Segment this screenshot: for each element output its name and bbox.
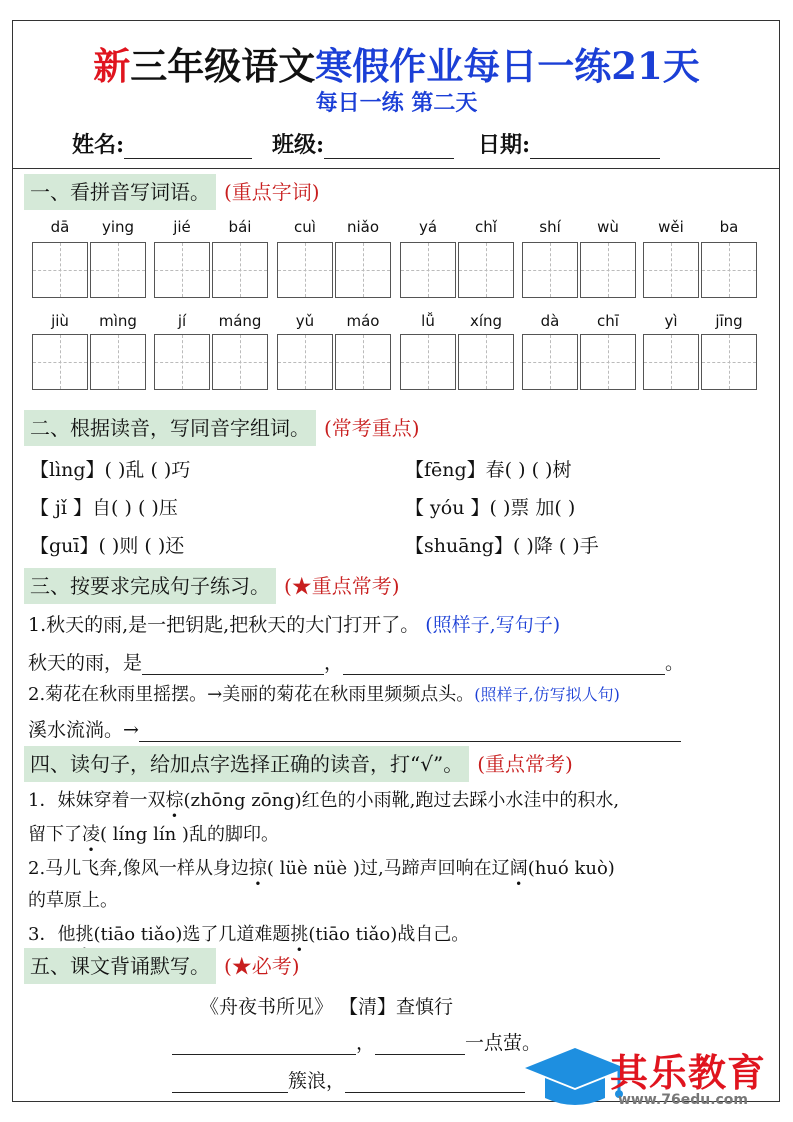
poem-title: 《舟夜书所见》 【清】查慎行 <box>200 996 454 1018</box>
section-3-tag: (★重点常考) <box>284 574 400 598</box>
homophone-line: 【guī】( )则 ( )还 <box>30 535 185 557</box>
section-2-title: 二、根据读音，写同音字组词。 <box>24 410 316 446</box>
s3-q2-hint: (照样子,仿写拟人句) <box>474 685 620 704</box>
writing-cell[interactable] <box>400 334 456 390</box>
writing-cell[interactable] <box>32 242 88 298</box>
writing-cell[interactable] <box>522 242 578 298</box>
pinyin-label: yá <box>418 218 438 236</box>
dotted-char: 阔 <box>509 858 528 879</box>
writing-cell[interactable] <box>458 242 514 298</box>
s4-line-3: 2.马儿飞奔,像风一样从身边掠( lüè nüè )过,马蹄声回响在辽阔(huó kuò) <box>28 858 615 879</box>
header-divider <box>12 168 780 169</box>
pinyin-label: cuì <box>294 218 316 236</box>
logo-url: www.76edu.com <box>618 1092 749 1108</box>
pinyin-label: máng <box>218 312 262 330</box>
writing-cell[interactable] <box>701 242 757 298</box>
dotted-char: 挑 <box>290 924 309 945</box>
page-title <box>0 36 793 90</box>
section-3-heading <box>24 568 400 604</box>
writing-cell[interactable] <box>643 334 699 390</box>
pinyin-label: yǔ <box>295 312 315 330</box>
name-field[interactable] <box>72 128 252 159</box>
writing-cell[interactable] <box>580 242 636 298</box>
date-field[interactable] <box>478 128 660 159</box>
pinyin-label: jīng <box>715 312 743 330</box>
dotted-char: 挑 <box>75 924 94 945</box>
homophone-line: 【shuāng】( )降 ( )手 <box>405 535 599 557</box>
pinyin-label: bái <box>228 218 252 236</box>
pinyin-label: dà <box>540 312 560 330</box>
pinyin-label: mìng <box>99 312 137 330</box>
writing-cell[interactable] <box>154 334 210 390</box>
pinyin-label: ba <box>719 218 739 236</box>
dotted-char: 掠 <box>248 858 267 879</box>
writing-cell[interactable] <box>335 242 391 298</box>
pinyin-label: niǎo <box>346 218 380 236</box>
section-3-title: 三、按要求完成句子练习。 <box>24 568 276 604</box>
page-subtitle: 每日一练 第二天 <box>315 90 478 116</box>
section-5-title: 五、课文背诵默写。 <box>24 948 216 984</box>
title-black: 三年级语文 <box>130 44 316 88</box>
writing-cell[interactable] <box>212 242 268 298</box>
section-4-heading <box>24 746 573 782</box>
class-field[interactable] <box>272 128 454 159</box>
pinyin-label: wù <box>597 218 619 236</box>
writing-cell[interactable] <box>212 334 268 390</box>
logo-text: 其乐教育 <box>610 1051 767 1095</box>
dotted-char: 棕 <box>165 790 184 811</box>
section-1-heading <box>24 174 320 210</box>
s3-question-1: 1.秋天的雨,是一把钥匙,把秋天的大门打开了。 (照样子,写句子) <box>28 614 561 636</box>
writing-cell[interactable] <box>643 242 699 298</box>
homophone-line: 【 jǐ 】自( ) ( )压 <box>30 497 178 519</box>
pinyin-label: shí <box>539 218 561 236</box>
pinyin-label: ying <box>101 218 135 236</box>
pinyin-label: jiù <box>51 312 69 330</box>
pinyin-label: chǐ <box>475 218 497 236</box>
title-red: 新 <box>93 44 131 88</box>
pinyin-label: jié <box>173 218 191 236</box>
writing-cell[interactable] <box>277 242 333 298</box>
section-1-tag: (重点字词) <box>224 180 320 204</box>
pinyin-label: wěi <box>658 218 684 236</box>
writing-cell[interactable] <box>32 334 88 390</box>
s3-q1-hint: (照样子,写句子) <box>425 614 561 636</box>
section-4-tag: (重点常考) <box>477 752 573 776</box>
writing-cell[interactable] <box>154 242 210 298</box>
writing-cell[interactable] <box>335 334 391 390</box>
class-label: 班级: <box>272 132 325 158</box>
pinyin-label: lǚ <box>421 312 435 330</box>
writing-cell[interactable] <box>458 334 514 390</box>
pinyin-label: chī <box>597 312 619 330</box>
pinyin-label: xíng <box>469 312 503 330</box>
section-5-tag: (★必考) <box>224 954 300 978</box>
s4-line-2: 留下了凌( líng lín )乱的脚印。 <box>28 824 279 845</box>
homophone-line: 【 yóu 】( )票 加( ) <box>405 497 576 519</box>
pinyin-label: jí <box>177 312 187 330</box>
writing-cell[interactable] <box>580 334 636 390</box>
section-5-heading <box>24 948 300 984</box>
title-blue: 寒假作业每日一练21天 <box>315 44 700 88</box>
poem-line-1[interactable]: ， 一点萤。 <box>172 1028 541 1055</box>
poem-line-2[interactable]: 簇浪， <box>172 1066 525 1093</box>
s3-answer-1[interactable]: 秋天的雨，是 ， 。 <box>28 652 685 674</box>
section-4-title: 四、读句子，给加点字选择正确的读音，打“√”。 <box>24 746 469 782</box>
homophone-line: 【fēng】春( ) ( )树 <box>405 459 572 481</box>
pinyin-label: dā <box>50 218 70 236</box>
s4-line-4: 的草原上。 <box>28 890 118 911</box>
writing-cell[interactable] <box>522 334 578 390</box>
date-label: 日期: <box>478 132 531 158</box>
section-1-title: 一、看拼音写词语。 <box>24 174 216 210</box>
dotted-char: 凌 <box>82 824 100 845</box>
writing-cell[interactable] <box>90 334 146 390</box>
pinyin-label: yì <box>664 312 678 330</box>
section-2-tag: (常考重点) <box>324 416 420 440</box>
pinyin-label: máo <box>346 312 380 330</box>
s3-answer-2[interactable]: 溪水流淌。→ <box>28 715 681 742</box>
homophone-line: 【lìng】( )乱 ( )巧 <box>30 459 191 481</box>
s4-line-5: 3．他挑(tiāo tiǎo)选了几道难题挑(tiāo tiǎo)战自己。 <box>28 924 470 945</box>
writing-cell[interactable] <box>90 242 146 298</box>
writing-cell[interactable] <box>400 242 456 298</box>
section-2-heading <box>24 410 420 446</box>
writing-cell[interactable] <box>701 334 757 390</box>
writing-cell[interactable] <box>277 334 333 390</box>
name-label: 姓名: <box>72 132 125 158</box>
s3-question-2: 2.菊花在秋雨里摇摆。→美丽的菊花在秋雨里频频点头。(照样子,仿写拟人句) <box>28 684 620 705</box>
s4-line-1: 1．妹妹穿着一双棕(zhōng zōng)红色的小雨靴,跑过去踩小水洼中的积水, <box>28 790 620 811</box>
